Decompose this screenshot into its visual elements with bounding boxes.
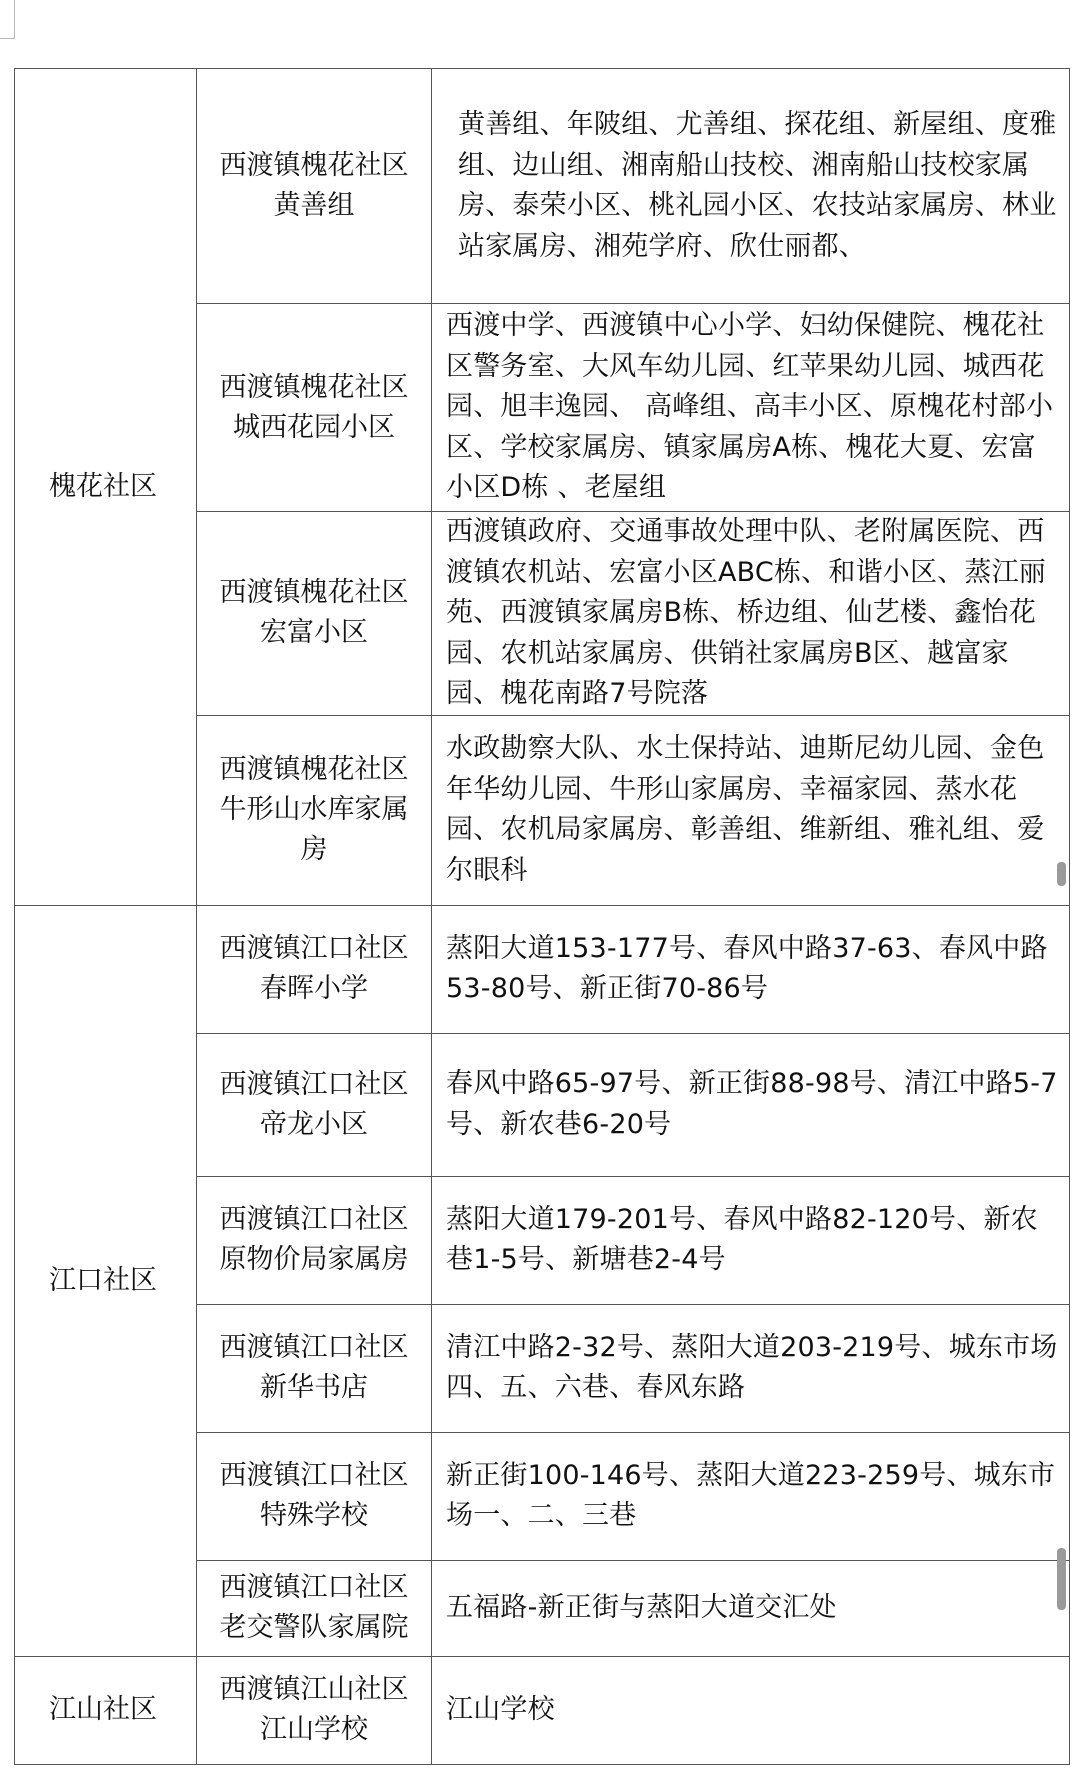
table-row (15, 1656, 1070, 1764)
areas-cell (432, 905, 1070, 1033)
unit-label: 西渡镇江口社区原物价局家属房 (219, 1204, 409, 1275)
community-cell (15, 1656, 197, 1764)
community-cell (15, 69, 197, 906)
areas-text: 蒸阳大道179-201号、春风中路82-120号、新农巷1-5号、新塘巷2-4号 (446, 1203, 1038, 1275)
unit-label: 西渡镇江山社区江山学校 (219, 1674, 409, 1745)
unit-cell (197, 715, 432, 905)
unit-cell (197, 1033, 432, 1176)
areas-cell (432, 1304, 1070, 1432)
unit-label: 西渡镇槐花社区黄善组 (219, 150, 409, 221)
unit-cell (197, 1304, 432, 1432)
areas-text: 江山学校 (446, 1693, 555, 1725)
areas-cell (432, 1176, 1070, 1304)
areas-cell (432, 1432, 1070, 1560)
areas-text: 西渡中学、西渡镇中心小学、妇幼保健院、槐花社区警务室、大风车幼儿园、红苹果幼儿园、城西花园、旭丰逸园、 高峰组、高丰小区、原槐花村部小区、学校家属房、镇家属房A栋、槐花大夏、宏富小区D栋 、老屋组 (446, 310, 1054, 504)
areas-text: 黄善组、年陂组、尤善组、探花组、新屋组、度雅组、边山组、湘南船山技校、湘南船山技校家属房、泰荣小区、桃礼园小区、农技站家属房、林业站家属房、湘苑学府、欣仕丽都、 (458, 109, 1057, 262)
areas-cell (432, 1560, 1070, 1656)
unit-cell (197, 1560, 432, 1656)
unit-label: 西渡镇江口社区特殊学校 (219, 1460, 409, 1531)
areas-text: 清江中路2-32号、蒸阳大道203-219号、城东市场四、五、六巷、春风东路 (446, 1331, 1058, 1403)
scrollbar-thumb-upper[interactable] (1057, 862, 1066, 886)
page-corner-mark (0, 0, 15, 39)
areas-cell (432, 69, 1070, 304)
unit-label: 西渡镇江口社区帝龙小区 (219, 1068, 409, 1140)
table-row (15, 905, 1070, 1033)
unit-label: 西渡镇槐花社区牛形山水库家属房 (219, 754, 409, 865)
unit-cell (197, 304, 432, 512)
unit-label: 西渡镇江口社区老交警队家属院 (219, 1572, 409, 1643)
areas-text: 西渡镇政府、交通事故处理中队、老附属医院、西渡镇农机站、宏富小区ABC栋、和谐小区、蒸江丽苑、西渡镇家属房B栋、桥边组、仙艺楼、鑫怡花园、农机站家属房、供销社家属房B区、越富家园、槐花南路7号院落 (446, 516, 1046, 709)
areas-text: 春风中路65-97号、新正街88-98号、清江中路5-7号、新农巷6-20号 (446, 1068, 1058, 1140)
unit-cell (197, 1176, 432, 1304)
areas-cell (432, 715, 1070, 905)
unit-label: 西渡镇江口社区新华书店 (219, 1332, 409, 1403)
community-label: 江山社区 (49, 1694, 157, 1725)
areas-cell (432, 512, 1070, 716)
table-row (15, 69, 1070, 304)
unit-cell (197, 1656, 432, 1764)
community-label: 江口社区 (49, 1264, 157, 1296)
community-label: 槐花社区 (49, 470, 157, 502)
unit-label: 西渡镇槐花社区城西花园小区 (219, 371, 409, 443)
areas-cell (432, 1656, 1070, 1764)
community-area-table (14, 68, 1070, 1765)
unit-cell (197, 905, 432, 1033)
scrollbar-thumb-lower[interactable] (1057, 1548, 1066, 1610)
unit-label: 西渡镇江口社区春晖小学 (219, 933, 409, 1004)
unit-cell (197, 1432, 432, 1560)
areas-text: 新正街100-146号、蒸阳大道223-259号、城东市场一、二、三巷 (446, 1459, 1056, 1531)
areas-text: 水政勘察大队、水土保持站、迪斯尼幼儿园、金色年华幼儿园、牛形山家属房、幸福家园、蒸水花园、农机局家属房、彰善组、维新组、雅礼组、爱尔眼科 (446, 733, 1045, 886)
community-cell (15, 905, 197, 1656)
areas-text: 五福路-新正街与蒸阳大道交汇处 (446, 1591, 837, 1623)
areas-cell (432, 1033, 1070, 1176)
unit-cell (197, 512, 432, 716)
unit-label: 西渡镇槐花社区宏富小区 (219, 577, 409, 649)
areas-text: 蒸阳大道153-177号、春风中路37-63、春风中路53-80号、新正街70-86号 (446, 932, 1048, 1004)
areas-cell (432, 304, 1070, 512)
unit-cell (197, 69, 432, 304)
